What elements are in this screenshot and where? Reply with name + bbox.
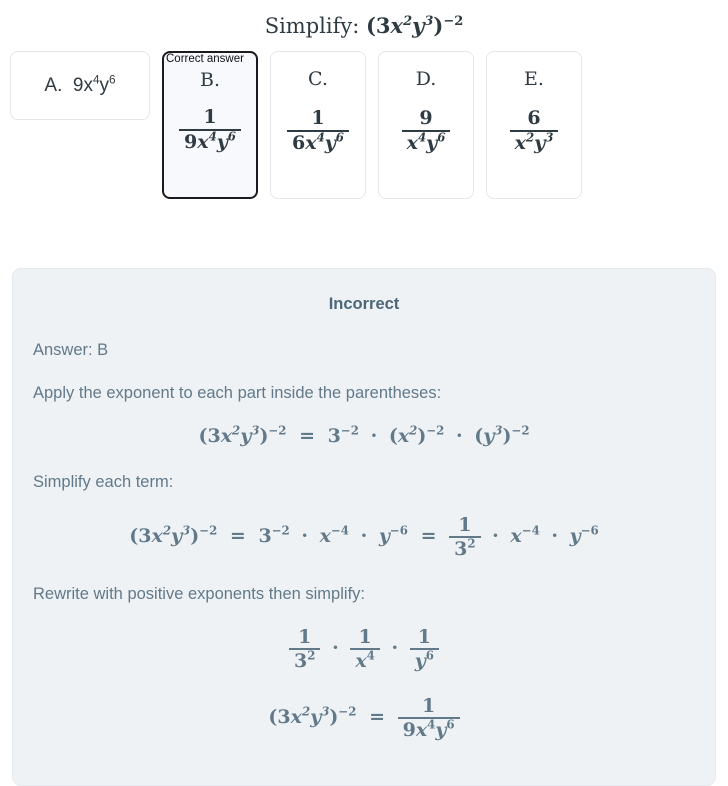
answer-choice-e[interactable] [486, 51, 582, 199]
answer-line: Answer: B [33, 341, 109, 359]
answer-choice-e-denominator: $x^2y^3$ [514, 130, 554, 154]
answer-choice-b-denominator: $9x^4y^6$ [184, 129, 236, 153]
answer-choice-e-numerator: 6 [527, 107, 541, 129]
stem-coefficient: 3 [375, 13, 391, 38]
equation-1: $(3x^2y^3)^{-2} = 3^{-2} \cdot (x^2)^{-2} \cdot (y^3)^{-2}$ [198, 423, 530, 448]
stem-outer-exponent: −2 [443, 14, 464, 29]
answer-choice-c-numerator: 1 [311, 107, 325, 129]
answer-choice-b-expression [172, 107, 248, 152]
verdict-text: Incorrect [328, 295, 400, 313]
explanation-panel [12, 268, 716, 786]
answer-choice-c[interactable] [270, 51, 366, 199]
answer-choice-a-expression: $9x^4y^6$ [72, 73, 116, 96]
answer-choice-c-expression [279, 108, 357, 153]
question-expression: $(3x^2y^3)^{-2}$ [365, 13, 464, 38]
answer-choice-b[interactable] [162, 51, 258, 199]
answer-choice-a-letter: A. [44, 75, 63, 96]
answer-choice-d[interactable] [378, 51, 474, 199]
answer-choice-d-denominator: $x^4y^6$ [406, 130, 446, 154]
answer-choices-row [0, 38, 728, 199]
answer-choice-a[interactable] [10, 51, 150, 120]
step-1-text: Apply the exponent to each part inside the parentheses: [33, 383, 442, 402]
answer-choice-b-numerator: 1 [203, 106, 217, 128]
step-3-text: Rewrite with positive exponents then simplify: [33, 584, 365, 603]
stem-x-exponent: 2 [403, 14, 413, 29]
correct-answer-badge: Correct answer [166, 53, 244, 65]
equation-2: $(3x^2y^3)^{-2} = 3^{-2} \cdot x^{-4} \cdot y^{-6}$ = $\frac{1}{3^2}$ · $x^{-4} \cdot y^{-6}$ [129, 513, 599, 561]
answer-choice-d-expression [387, 108, 465, 153]
answer-choice-b-letter: B. [199, 69, 220, 91]
answer-choice-e-expression [495, 108, 573, 153]
equation-4: $(3x^2y^3)^{-2}$ = $\frac{1}{9x^4y^6}$ [33, 696, 695, 741]
answer-choice-c-denominator: $6x^4y^6$ [292, 130, 344, 154]
equation-3: $\frac{1}{3^2}$ · $\frac{1}{x^4}$ · $\frac{1}{y^6}$ [33, 627, 695, 672]
question-stem [0, 0, 728, 38]
answer-choice-c-letter: C. [308, 68, 328, 90]
stem-y-exponent: 3 [424, 14, 434, 29]
answer-choice-d-letter: D. [415, 68, 437, 90]
step-2-text: Simplify each term: [33, 473, 174, 492]
question-prompt-label: Simplify: [264, 14, 360, 38]
answer-choice-e-letter: E. [524, 68, 544, 90]
answer-choice-a-content [44, 75, 115, 96]
answer-choice-d-numerator: 9 [419, 107, 433, 129]
